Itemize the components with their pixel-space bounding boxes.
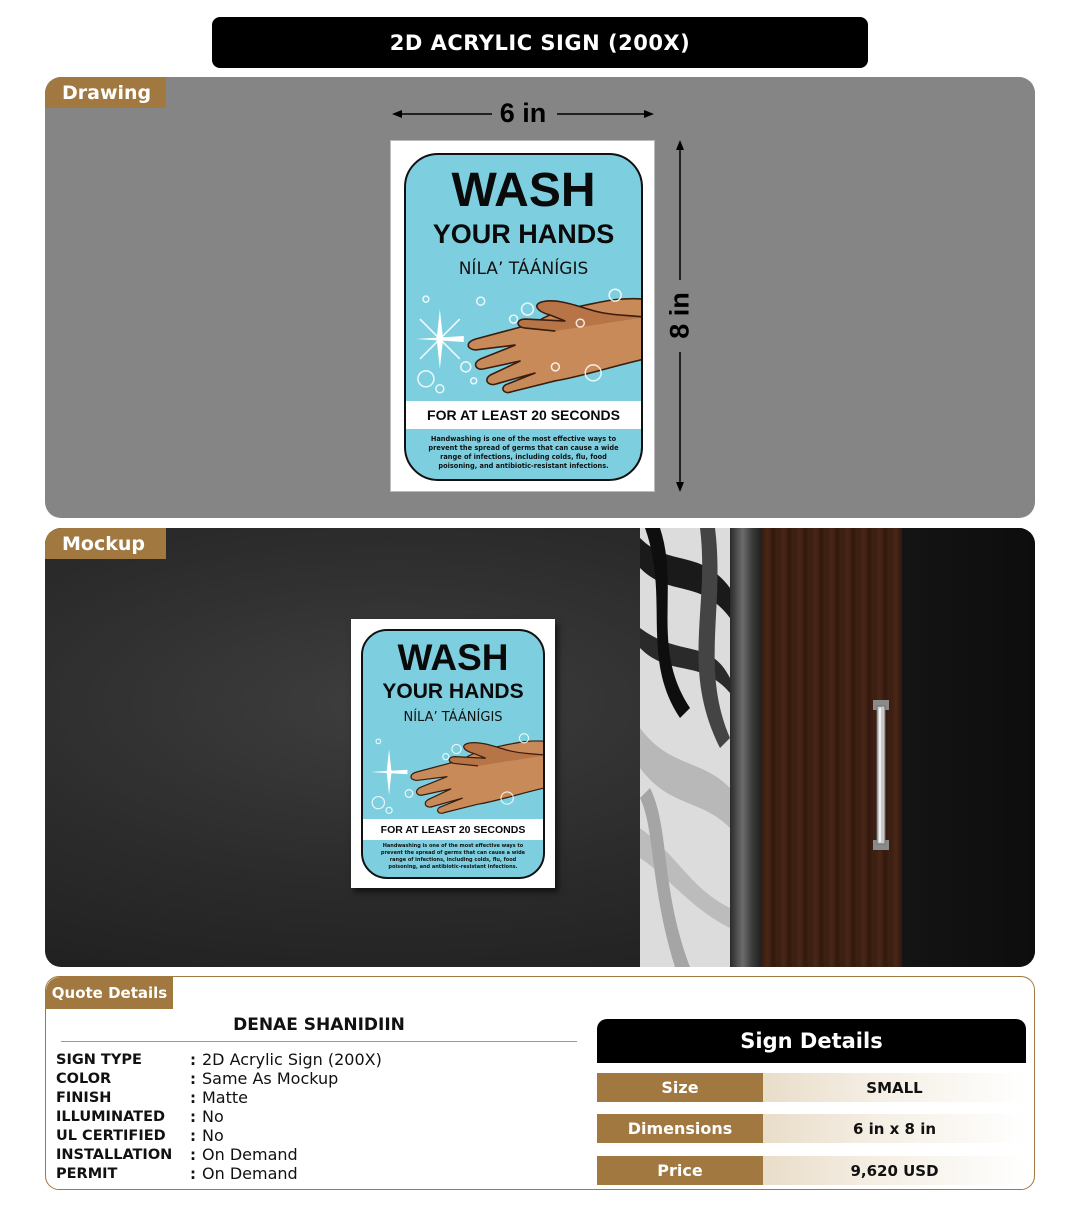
drawing-tab: Drawing bbox=[45, 77, 166, 108]
sign-details-value: SMALL bbox=[763, 1073, 1026, 1102]
quote-panel bbox=[45, 976, 1035, 1190]
sign-details-key: Size bbox=[597, 1073, 763, 1102]
page-title: 2D ACRYLIC SIGN (200X) bbox=[212, 17, 868, 68]
height-dimension bbox=[664, 140, 695, 492]
sign-details-key: Dimensions bbox=[597, 1114, 763, 1143]
glass-pattern-icon bbox=[640, 528, 730, 967]
spec-value: On Demand bbox=[202, 1145, 298, 1164]
spec-value: Matte bbox=[202, 1088, 248, 1107]
spec-colon: : bbox=[190, 1164, 196, 1183]
sign-wash-text: WASH bbox=[397, 637, 509, 678]
door-shadow bbox=[902, 528, 1035, 967]
spec-colon: : bbox=[190, 1145, 196, 1164]
quote-tab: Quote Details bbox=[46, 977, 173, 1009]
spec-colon: : bbox=[190, 1088, 196, 1107]
sign-wash-text: WASH bbox=[451, 164, 596, 217]
spec-colon: : bbox=[190, 1069, 196, 1088]
sign-duration-band: FOR AT LEAST 20 SECONDS bbox=[406, 401, 641, 429]
sign-details-header: Sign Details bbox=[597, 1019, 1026, 1063]
spec-row bbox=[56, 1050, 576, 1069]
washing-hands-icon bbox=[406, 279, 643, 399]
spec-value: Same As Mockup bbox=[202, 1069, 339, 1088]
frosted-glass-panel bbox=[640, 528, 730, 967]
spec-key: UL CERTIFIED bbox=[56, 1127, 166, 1144]
door-frame bbox=[730, 528, 762, 967]
spec-value: No bbox=[202, 1107, 224, 1126]
sign-details-row-dimensions bbox=[597, 1114, 1026, 1143]
sign-your-hands-text: YOUR HANDS bbox=[432, 219, 615, 249]
spec-row bbox=[56, 1126, 576, 1145]
spec-key: COLOR bbox=[56, 1070, 112, 1087]
sign-details-row-price bbox=[597, 1156, 1026, 1185]
spec-list bbox=[56, 1050, 576, 1183]
spec-colon: : bbox=[190, 1126, 196, 1145]
spec-value: 2D Acrylic Sign (200X) bbox=[202, 1050, 382, 1069]
sign-details-key: Price bbox=[597, 1156, 763, 1185]
washing-hands-icon bbox=[363, 726, 545, 818]
sign-face bbox=[404, 153, 643, 481]
sign-note-text: Handwashing is one of the most effective ways to prevent the spread of germs that can cause a wide range of infections, including colds, flu, food poisoning, and antibiotic-resistant infections. bbox=[380, 843, 526, 870]
sign-native-text: NÍLA’ TÁÁNÍGIS bbox=[458, 259, 589, 279]
spec-row bbox=[56, 1164, 576, 1183]
spec-row bbox=[56, 1145, 576, 1164]
customer-divider bbox=[61, 1041, 577, 1042]
spec-row bbox=[56, 1069, 576, 1088]
spec-value: No bbox=[202, 1126, 224, 1145]
spec-row bbox=[56, 1107, 576, 1126]
customer-name: DENAE SHANIDIIN bbox=[233, 1015, 405, 1035]
sign-mockup bbox=[351, 619, 555, 888]
spec-row bbox=[56, 1088, 576, 1107]
sign-details-value: 6 in x 8 in bbox=[763, 1114, 1026, 1143]
mockup-tab: Mockup bbox=[45, 528, 166, 559]
spec-key: FINISH bbox=[56, 1089, 112, 1106]
sign-note-text: Handwashing is one of the most effective ways to prevent the spread of germs that can cause a wide range of infections, including colds, flu, food poisoning, and antibiotic-resistant infections. bbox=[428, 435, 619, 470]
spec-colon: : bbox=[190, 1050, 196, 1069]
sign-details-value: 9,620 USD bbox=[763, 1156, 1026, 1185]
width-label: 6 in bbox=[499, 98, 547, 128]
width-dimension bbox=[392, 98, 654, 128]
spec-key: SIGN TYPE bbox=[56, 1051, 142, 1068]
sign-drawing bbox=[390, 140, 655, 492]
height-label: 8 in bbox=[664, 292, 695, 339]
sign-your-hands-text: YOUR HANDS bbox=[382, 680, 524, 703]
sign-face bbox=[361, 629, 545, 879]
sign-duration-band: FOR AT LEAST 20 SECONDS bbox=[363, 819, 543, 840]
door-handle-icon bbox=[871, 700, 891, 850]
spec-key: INSTALLATION bbox=[56, 1146, 173, 1163]
spec-key: PERMIT bbox=[56, 1165, 118, 1182]
spec-colon: : bbox=[190, 1107, 196, 1126]
sign-native-text: NÍLA’ TÁÁNÍGIS bbox=[403, 710, 503, 725]
spec-key: ILLUMINATED bbox=[56, 1108, 166, 1125]
sign-details-row-size bbox=[597, 1073, 1026, 1102]
spec-value: On Demand bbox=[202, 1164, 298, 1183]
